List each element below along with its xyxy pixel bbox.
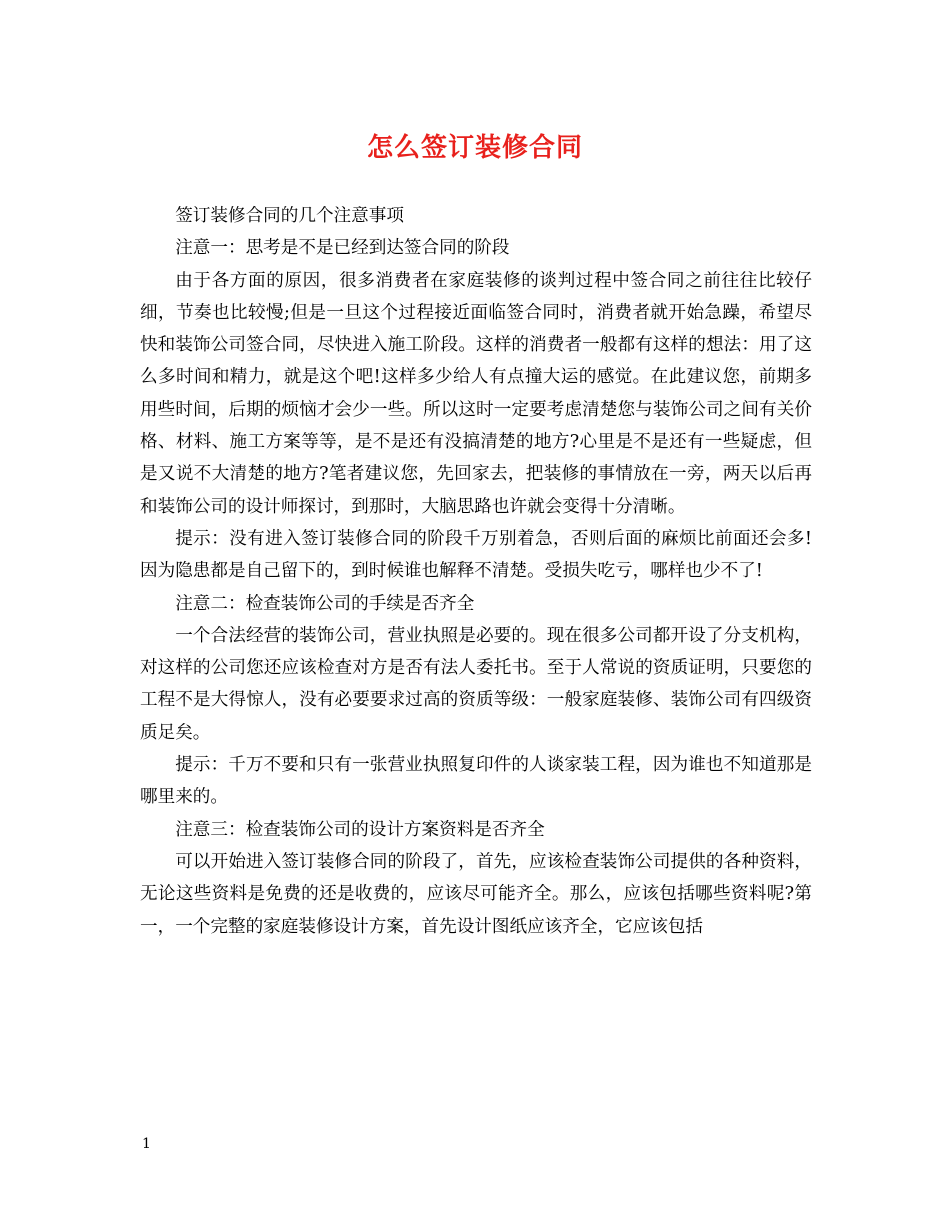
paragraph-note-2-heading: 注意二：检查装饰公司的手续是否齐全 xyxy=(175,593,475,614)
paragraph-note-3-body: 可以开始进入签订装修合同的阶段了，首先，应该检查装饰公司提供的各种资料，无论这些资料是免费的还是收费的，应该尽可能齐全。那么，应该包括哪些资料呢?第一，一个完整的家庭装修设计方案，首先设计图纸应该齐全，它应该包括 xyxy=(140,851,812,937)
paragraph-note-1-heading: 注意一：思考是不是已经到达签合同的阶段 xyxy=(175,238,510,259)
page-number: 1 xyxy=(142,1136,151,1152)
paragraph-note-1-tip: 提示：没有进入签订装修合同的阶段千万别着急，否则后面的麻烦比前面还会多!因为隐患都是自己留下的，到时候谁也解释不清楚。受损失吃亏，哪样也少不了! xyxy=(140,528,812,582)
document-body xyxy=(140,200,812,943)
paragraph-heading: 签订装修合同的几个注意事项 xyxy=(175,206,404,226)
paragraph-note-2-tip: 提示：千万不要和只有一张营业执照复印件的人谈家装工程，因为谁也不知道那是哪里来的。 xyxy=(140,755,812,808)
document-title: 怎么签订装修合同 xyxy=(366,133,583,163)
paragraph-note-1-body: 由于各方面的原因，很多消费者在家庭装修的谈判过程中签合同之前往往比较仔细，节奏也比较慢;但是一旦这个过程接近面临签合同时，消费者就开始急躁，希望尽快和装饰公司签合同，尽快进入施工阶段。这样的消费者一般都有这样的想法：用了这么多时间和精力，就是这个吧!这样多少给人有点撞大运的感觉。在此建议您，前期多用些时间，后期的烦恼才会少一些。所以这时一定要考虑清楚您与装饰公司之间有关价格、材料、施工方案等等，是不是还有没搞清楚的地方?心里是不是还有一些疑虑，但是又说不大清楚的地方?笔者建议您，先回家去，把装修的事情放在一旁，两天以后再和装饰公司的设计师探讨，到那时，大脑思路也许就会变得十分清晰。 xyxy=(140,270,812,517)
paragraph-note-2-body: 一个合法经营的装饰公司，营业执照是必要的。现在很多公司都开设了分支机构，对这样的公司您还应该检查对方是否有法人委托书。至于人常说的资质证明，只要您的工程不是大得惊人，没有必要要求过高的资质等级：一般家庭装修、装饰公司有四级资质足矣。 xyxy=(140,625,812,743)
paragraph-note-3-heading: 注意三：检查装饰公司的设计方案资料是否齐全 xyxy=(175,819,545,840)
